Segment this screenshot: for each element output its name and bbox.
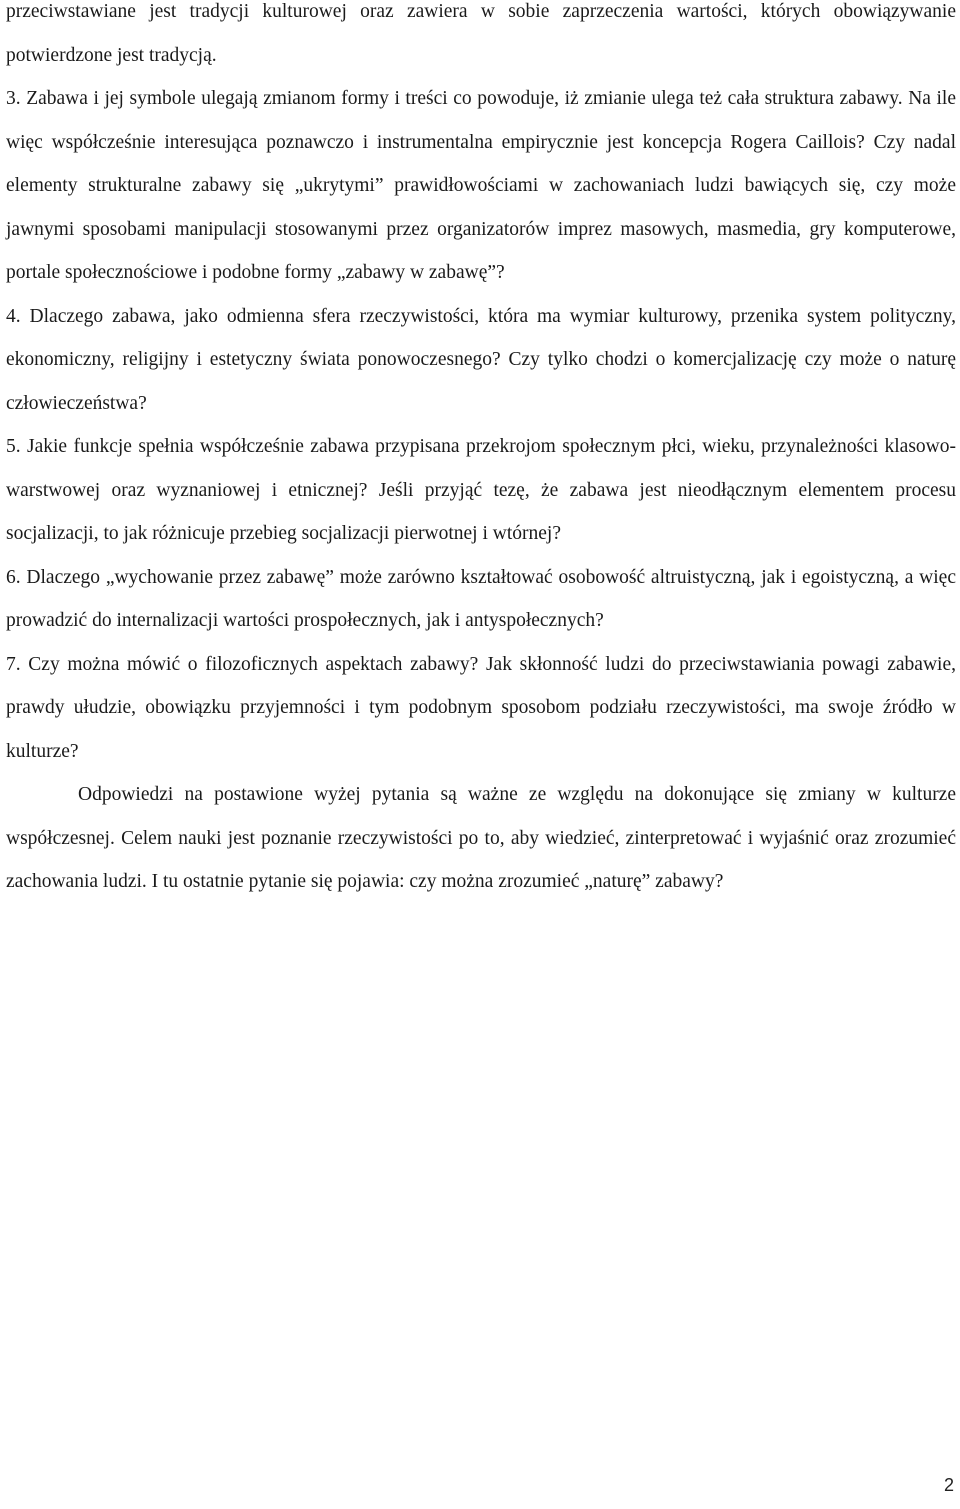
paragraph-question-5: 5. Jakie funkcje spełnia współcześnie zabawa przypisana przekrojom społecznym płci, wieku, przynależności klasowo-warstwowej oraz wyznaniowej i etnicznej? Jeśli przyjąć tezę, że zabawa jest nieodłącznym elementem procesu socjalizacji, to jak różnicuje przebieg socjalizacji pierwotnej i wtórnej? xyxy=(6,436,956,544)
paragraph-continuation: przeciwstawiane jest tradycji kulturowej oraz zawiera w sobie zaprzeczenia wartości, których obowiązywanie potwierdzone jest tradycją. xyxy=(6,1,956,66)
paragraph-question-6: 6. Dlaczego „wychowanie przez zabawę” może zarówno kształtować osobowość altruistyczną, jak i egoistyczną, a więc prowadzić do internalizacji wartości prospołecznych, jak i antyspołecznych? xyxy=(6,566,956,631)
paragraph-conclusion: Odpowiedzi na postawione wyżej pytania są ważne ze względu na dokonujące się zmiany w kulturze współczesnej. Celem nauki jest poznanie rzeczywistości po to, aby wiedzieć, zinterpretować i wyjaśnić oraz zrozumieć zachowania ludzi. I tu ostatnie pytanie się pojawia: czy można zrozumieć „naturę” zabawy? xyxy=(6,784,956,892)
page-number: 2 xyxy=(943,1475,954,1495)
document-page xyxy=(6,0,956,904)
paragraph-question-7: 7. Czy można mówić o filozoficznych aspektach zabawy? Jak skłonność ludzi do przeciwstawiania powagi zabawie, prawdy ułudzie, obowiązku przyjemności i tym podobnym sposobom podziału rzeczywistości, ma swoje źródło w kulturze? xyxy=(6,653,956,762)
paragraph-question-4: 4. Dlaczego zabawa, jako odmienna sfera rzeczywistości, która ma wymiar kulturowy, przenika system polityczny, ekonomiczny, religijny i estetyczny świata ponowoczesnego? Czy tylko chodzi o komercjalizację czy może o naturę człowieczeństwa? xyxy=(6,305,956,414)
paragraph-question-3: 3. Zabawa i jej symbole ulegają zmianom formy i treści co powoduje, iż zmianie ulega też cała struktura zabawy. Na ile więc współcześnie interesująca poznawczo i instrumentalna empirycznie jest koncepcja Rogera Caillois? Czy nadal elementy strukturalne zabawy się „ukrytymi” prawidłowościami w zachowaniach ludzi bawiących się, czy może jawnymi sposobami manipulacji stosowanymi przez organizatorów imprez masowych, masmedia, gry komputerowe, portale społecznościowe i podobne formy „zabawy w zabawę”? xyxy=(6,88,956,283)
